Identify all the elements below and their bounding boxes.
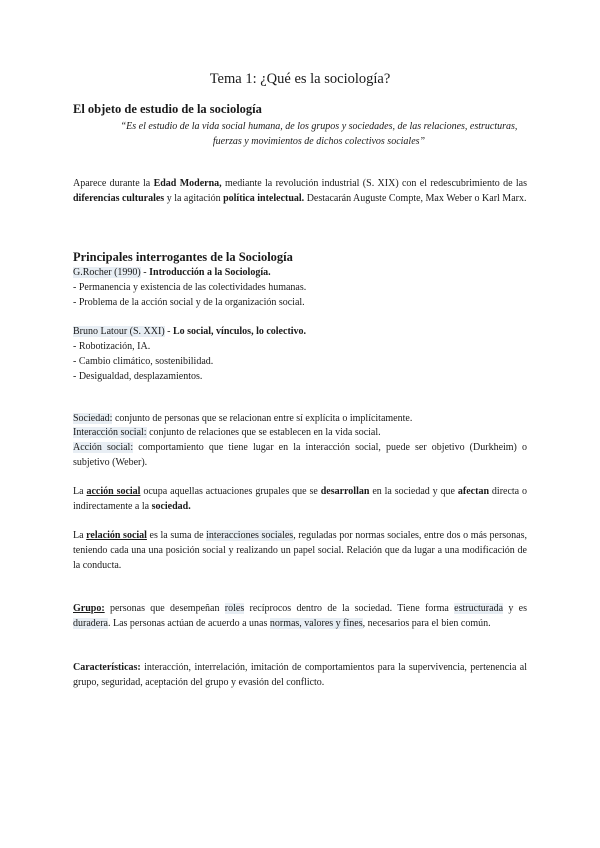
paragraph-origin: Aparece durante la Edad Moderna, mediante la revolución industrial (S. XIX) con el redescubrimiento de las diferencias culturales y la agitación política intelectual. Destacarán Auguste Compte, Max Weber o Karl Marx. (73, 178, 528, 204)
paragraph-caracteristicas: Características: interacción, interrelación, imitación de comportamientos para la supervivencia, pertenencia al grupo, seguridad, aceptación del grupo y evasión del conflicto. (73, 662, 527, 688)
list-item: - Robotización, IA. (73, 341, 151, 352)
paragraph-relacion-social: La relación social es la suma de interacciones sociales, reguladas por normas sociales, entre dos o más personas, teniendo cada una una posición social y realizando un papel social. Relación que da lugar a una modificación de la conducta. (73, 530, 528, 571)
author-rocher: G.Rocher (1990) - Introducción a la Sociología. (73, 267, 271, 278)
list-item: - Permanencia y existencia de las colectividades humanas. (73, 282, 307, 293)
section-heading-interrogantes: Principales interrogantes de la Sociología (73, 250, 293, 264)
list-item: - Cambio climático, sostenibilidad. (73, 356, 214, 367)
author-latour: Bruno Latour (S. XXI) - Lo social, vínculos, lo colectivo. (73, 326, 307, 337)
def-interaccion: Interacción social: conjunto de relaciones que se establecen en la vida social. (73, 427, 381, 438)
definition-quote: “Es el estudio de la vida social humana, de los grupos y sociedades, de las relaciones, estructuras, fuerzas y movimientos de dichos colectivos sociales” (120, 121, 518, 147)
page-title: Tema 1: ¿Qué es la sociología? (209, 71, 391, 87)
def-sociedad: Sociedad: conjunto de personas que se relacionan entre sí explícita o implícitamente. (73, 413, 413, 424)
paragraph-accion-social: La acción social ocupa aquellas actuaciones grupales que se desarrollan en la sociedad y que afectan directa o indirectamente a la sociedad. (73, 486, 528, 512)
list-item: - Problema de la acción social y de la organización social. (73, 297, 305, 308)
list-item: - Desigualdad, desplazamientos. (73, 371, 203, 382)
section-heading-objeto: El objeto de estudio de la sociología (73, 102, 262, 116)
def-accion: Acción social: comportamiento que tiene lugar en la interacción social, puede ser objetivo (Durkheim) o subjetivo (Weber). (73, 442, 528, 468)
paragraph-grupo: Grupo: personas que desempeñan roles recíprocos dentro de la sociedad. Tiene forma estructurada y es duradera. Las personas actúan de acuerdo a unas normas, valores y fines, necesarios para el bien común. (73, 603, 527, 629)
